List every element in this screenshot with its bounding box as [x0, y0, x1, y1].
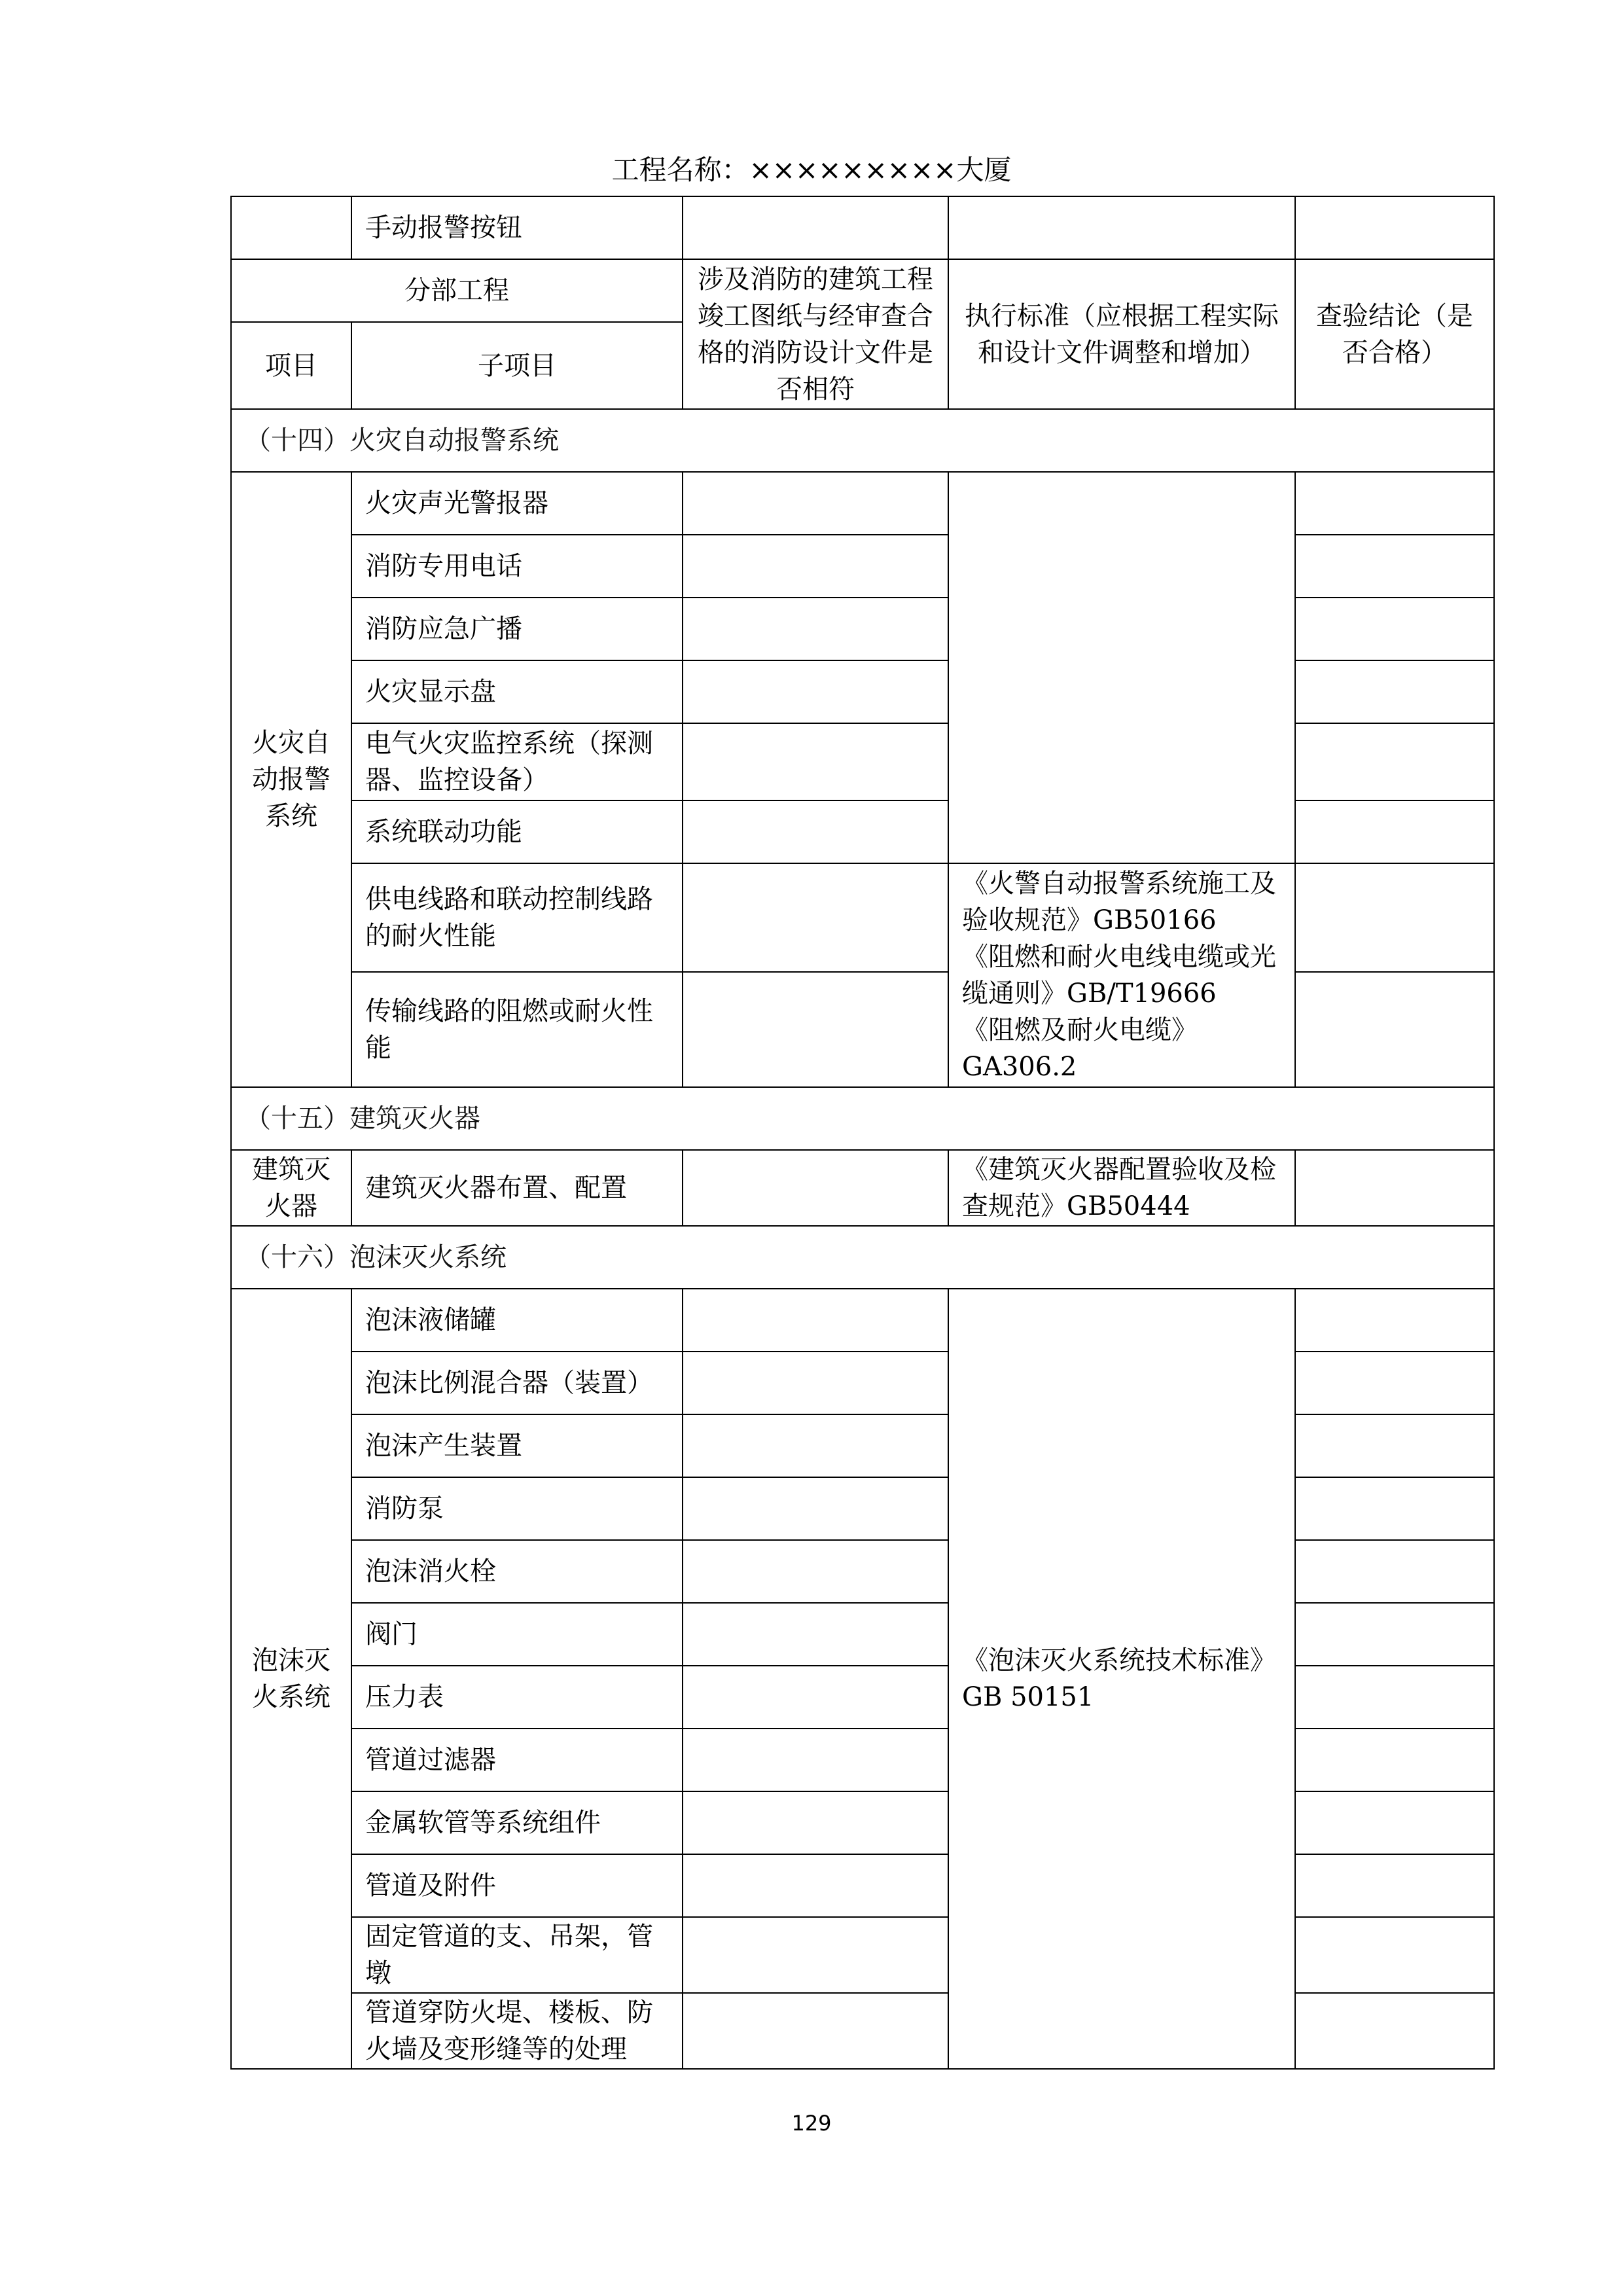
- subitem-cell: 固定管道的支、吊架，管墩: [351, 1917, 683, 1993]
- subitem-cell: 消防泵: [351, 1477, 683, 1540]
- drawings-cell[interactable]: [683, 1791, 948, 1854]
- group-cell: 泡沫灭火系统: [231, 1289, 351, 2069]
- table-row: [231, 1603, 1494, 1666]
- table-row: [231, 1414, 1494, 1477]
- conclusion-cell[interactable]: [1295, 1540, 1494, 1603]
- table-row: [231, 1477, 1494, 1540]
- subitem-cell: 传输线路的阻燃或耐火性能: [351, 972, 683, 1087]
- subitem-cell: 管道穿防火堤、楼板、防火墙及变形缝等的处理: [351, 1993, 683, 2069]
- table-row: [231, 863, 1494, 972]
- table-row: [231, 1791, 1494, 1854]
- section-title: （十四）火灾自动报警系统: [231, 409, 1494, 472]
- drawings-cell[interactable]: [683, 1477, 948, 1540]
- drawings-cell[interactable]: [683, 863, 948, 972]
- conclusion-cell[interactable]: [1295, 1666, 1494, 1729]
- drawings-cell[interactable]: [683, 196, 948, 259]
- conclusion-cell[interactable]: [1295, 1352, 1494, 1414]
- conclusion-cell[interactable]: [1295, 1414, 1494, 1477]
- conclusion-cell[interactable]: [1295, 1854, 1494, 1917]
- subitem-cell: 供电线路和联动控制线路的耐火性能: [351, 863, 683, 972]
- conclusion-cell[interactable]: [1295, 723, 1494, 800]
- group-cell: 火灾自动报警系统: [231, 472, 351, 1087]
- drawings-cell[interactable]: [683, 535, 948, 598]
- table-row: [231, 1917, 1494, 1993]
- table-row: [231, 1289, 1494, 1352]
- header-standard: 执行标准（应根据工程实际和设计文件调整和增加）: [948, 259, 1295, 409]
- item-cell: [231, 196, 351, 259]
- subitem-cell: 压力表: [351, 1666, 683, 1729]
- table-row: [231, 660, 1494, 723]
- subitem-cell: 火灾声光警报器: [351, 472, 683, 535]
- subitem-cell: 系统联动功能: [351, 800, 683, 863]
- drawings-cell[interactable]: [683, 472, 948, 535]
- table-row: [231, 535, 1494, 598]
- section-title: （十六）泡沫灭火系统: [231, 1226, 1494, 1289]
- table-row: [231, 1666, 1494, 1729]
- subitem-cell: 消防应急广播: [351, 598, 683, 660]
- table-row: [231, 1993, 1494, 2069]
- drawings-cell[interactable]: [683, 1540, 948, 1603]
- drawings-cell[interactable]: [683, 598, 948, 660]
- drawings-cell[interactable]: [683, 972, 948, 1087]
- subitem-cell: 泡沫产生装置: [351, 1414, 683, 1477]
- conclusion-cell[interactable]: [1295, 1917, 1494, 1993]
- table-row: [231, 1150, 1494, 1226]
- conclusion-cell[interactable]: [1295, 1289, 1494, 1352]
- table-row: [231, 472, 1494, 535]
- subitem-cell: 泡沫消火栓: [351, 1540, 683, 1603]
- section-title: （十五）建筑灭火器: [231, 1087, 1494, 1150]
- conclusion-cell[interactable]: [1295, 472, 1494, 535]
- header-row: [231, 259, 1494, 322]
- section-row: [231, 1087, 1494, 1150]
- standard-cell: [948, 196, 1295, 259]
- table-row: [231, 800, 1494, 863]
- drawings-cell[interactable]: [683, 1854, 948, 1917]
- subitem-cell: 电气火灾监控系统（探测器、监控设备）: [351, 723, 683, 800]
- page-number: 129: [791, 2111, 832, 2136]
- drawings-cell[interactable]: [683, 800, 948, 863]
- standard-cell: 《泡沫灭火系统技术标准》GB 50151: [948, 1289, 1295, 2069]
- header-conclusion: 查验结论（是否合格）: [1295, 259, 1494, 409]
- drawings-cell[interactable]: [683, 1603, 948, 1666]
- drawings-cell[interactable]: [683, 1150, 948, 1226]
- subitem-cell: 火灾显示盘: [351, 660, 683, 723]
- standard-cell: 《建筑灭火器配置验收及检查规范》GB50444: [948, 1150, 1295, 1226]
- header-sub-project: 分部工程: [231, 259, 683, 322]
- document-title: 工程名称：×××××××××大厦: [611, 154, 1012, 186]
- conclusion-cell[interactable]: [1295, 535, 1494, 598]
- table-row: [231, 598, 1494, 660]
- subitem-cell: 金属软管等系统组件: [351, 1791, 683, 1854]
- section-row: [231, 409, 1494, 472]
- conclusion-cell[interactable]: [1295, 1791, 1494, 1854]
- standard-cell: [948, 863, 1295, 1087]
- inspection-table: [230, 196, 1495, 2070]
- conclusion-cell[interactable]: [1295, 800, 1494, 863]
- subitem-cell: 泡沫液储罐: [351, 1289, 683, 1352]
- drawings-cell[interactable]: [683, 660, 948, 723]
- conclusion-cell[interactable]: [1295, 1603, 1494, 1666]
- standard-cell: [948, 472, 1295, 863]
- drawings-cell[interactable]: [683, 1414, 948, 1477]
- conclusion-cell[interactable]: [1295, 972, 1494, 1087]
- table-row: [231, 1729, 1494, 1791]
- drawings-cell[interactable]: [683, 1289, 948, 1352]
- drawings-cell[interactable]: [683, 1917, 948, 1993]
- table-row: [231, 1540, 1494, 1603]
- table-row: [231, 1854, 1494, 1917]
- conclusion-cell[interactable]: [1295, 196, 1494, 259]
- conclusion-cell[interactable]: [1295, 1729, 1494, 1791]
- conclusion-cell[interactable]: [1295, 1993, 1494, 2069]
- table-row: [231, 723, 1494, 800]
- conclusion-cell[interactable]: [1295, 863, 1494, 972]
- section-row: [231, 1226, 1494, 1289]
- header-drawings: 涉及消防的建筑工程竣工图纸与经审查合格的消防设计文件是否相符: [683, 259, 948, 409]
- standard-text: 《阻燃及耐火电缆》GA306.2: [962, 1015, 1198, 1082]
- header-item: 项目: [231, 322, 351, 409]
- table-row: [231, 196, 1494, 259]
- group-cell: 建筑灭火器: [231, 1150, 351, 1226]
- standard-text: 《阻燃和耐火电线电缆或光缆通则》GB/T19666: [962, 942, 1276, 1009]
- subitem-cell: 阀门: [351, 1603, 683, 1666]
- conclusion-cell[interactable]: [1295, 598, 1494, 660]
- subitem-cell: 手动报警按钮: [351, 196, 683, 259]
- subitem-cell: 管道过滤器: [351, 1729, 683, 1791]
- drawings-cell[interactable]: [683, 1666, 948, 1729]
- drawings-cell[interactable]: [683, 723, 948, 800]
- table-row: [231, 972, 1494, 1087]
- subitem-cell: 消防专用电话: [351, 535, 683, 598]
- header-subitem: 子项目: [351, 322, 683, 409]
- subitem-cell: 泡沫比例混合器（装置）: [351, 1352, 683, 1414]
- drawings-cell[interactable]: [683, 1352, 948, 1414]
- standard-text: 《火警自动报警系统施工及验收规范》GB50166: [962, 869, 1276, 935]
- table-row: [231, 1352, 1494, 1414]
- drawings-cell[interactable]: [683, 1729, 948, 1791]
- drawings-cell[interactable]: [683, 1993, 948, 2069]
- conclusion-cell[interactable]: [1295, 1477, 1494, 1540]
- conclusion-cell[interactable]: [1295, 1150, 1494, 1226]
- subitem-cell: 建筑灭火器布置、配置: [351, 1150, 683, 1226]
- conclusion-cell[interactable]: [1295, 660, 1494, 723]
- subitem-cell: 管道及附件: [351, 1854, 683, 1917]
